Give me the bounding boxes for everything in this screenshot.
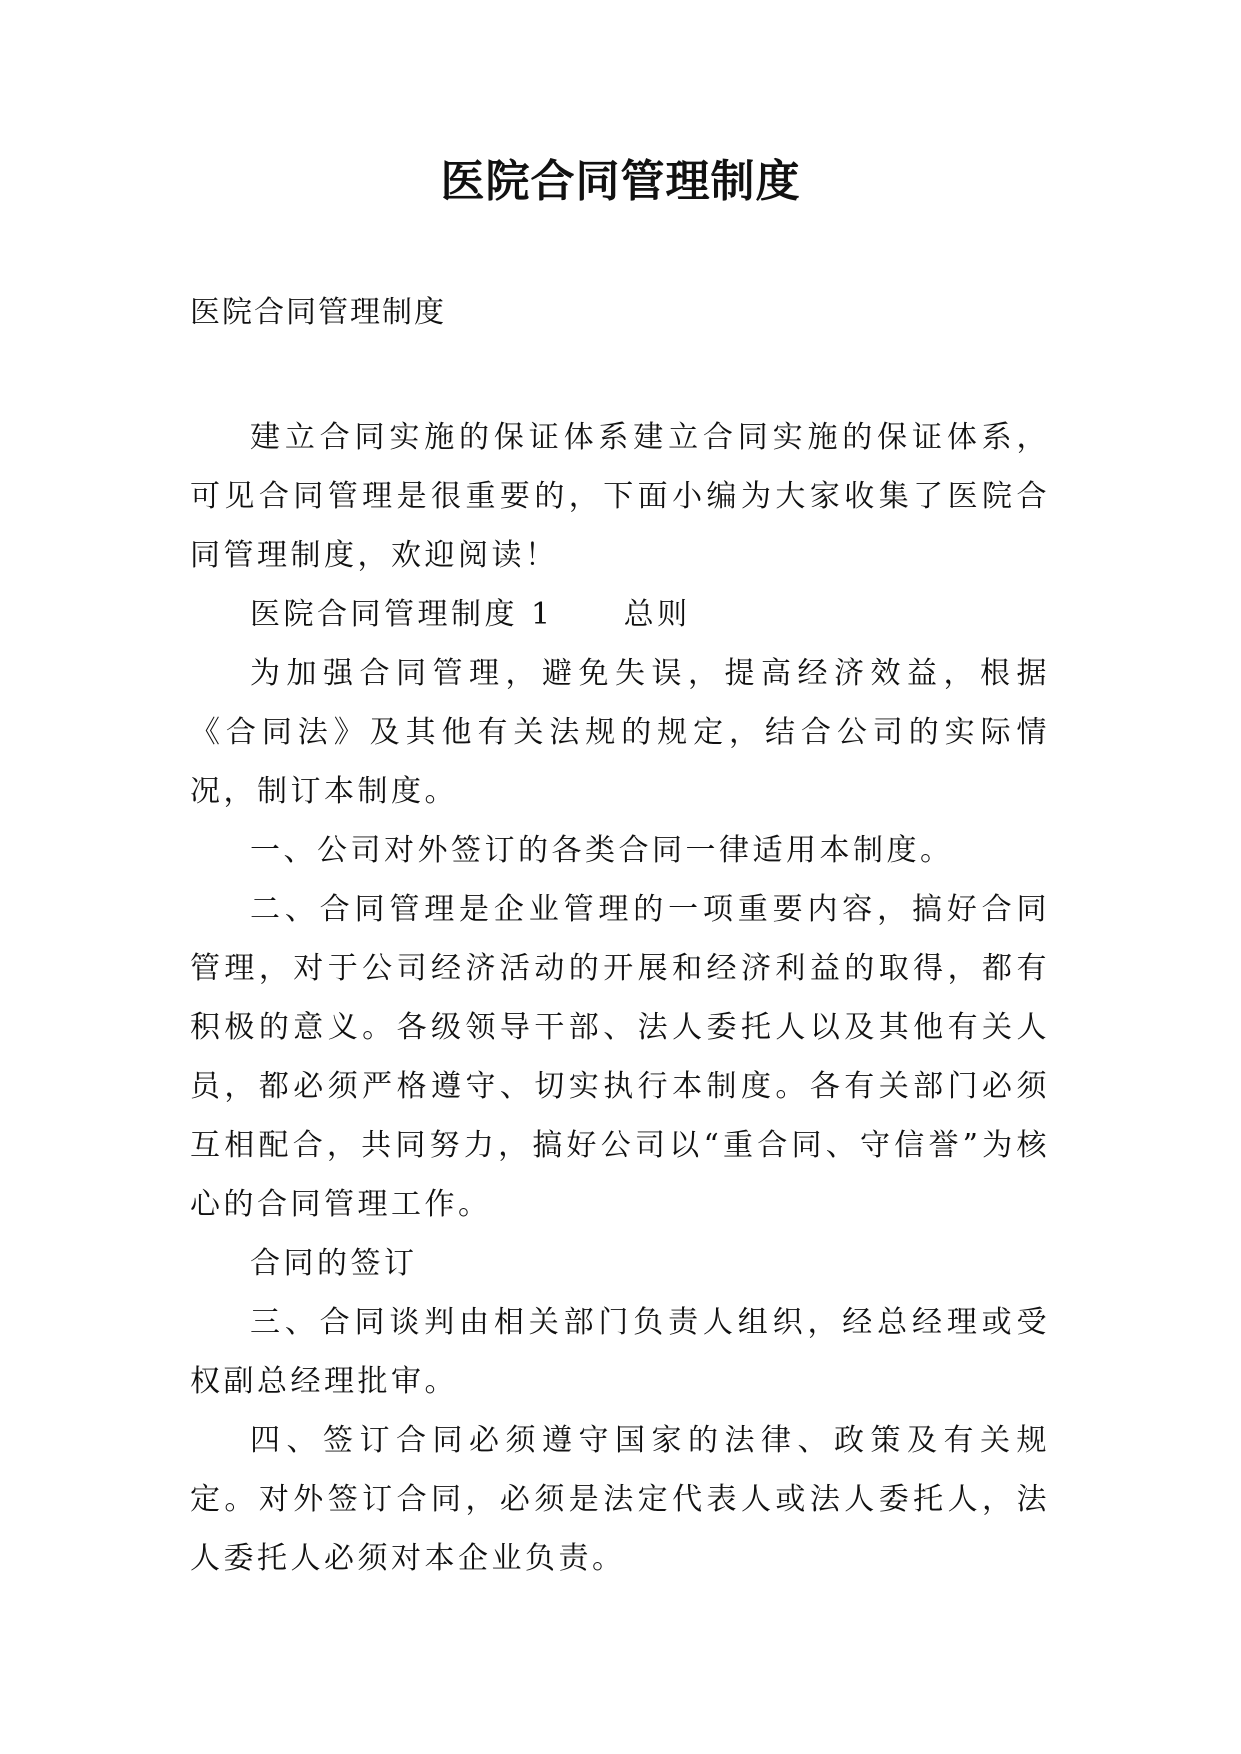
article-3-paragraph: 三、合同谈判由相关部门负责人组织，经总经理或受权副总经理批审。: [190, 1305, 1050, 1399]
article-2-paragraph: 二、合同管理是企业管理的一项重要内容，搞好合同管理，对于公司经济活动的开展和经济利益的取得，都有积极的意义。各级领导干部、法人委托人以及其他有关人员，都必须严格遵守、切实执行本制度。各有关部门必须互相配合，共同努力，搞好公司以“重合同、守信誉”为核心的合同管理工作。: [190, 892, 1050, 1222]
document-subtitle: 医院合同管理制度: [190, 295, 446, 330]
section-heading-title: 总则: [623, 597, 691, 632]
document-title: 医院合同管理制度: [440, 156, 801, 207]
intro-paragraph: 建立合同实施的保证体系建立合同实施的保证体系，可见合同管理是很重要的，下面小编为大家收集了医院合同管理制度，欢迎阅读！: [190, 420, 1050, 573]
purpose-paragraph: 为加强合同管理，避免失误，提高经济效益，根据《合同法》及其他有关法规的规定，结合公司的实际情况，制订本制度。: [190, 656, 1050, 809]
section-heading-signing: 合同的签订: [250, 1246, 418, 1281]
article-4-paragraph: 四、签订合同必须遵守国家的法律、政策及有关规定。对外签订合同，必须是法定代表人或法人委托人，法人委托人必须对本企业负责。: [190, 1423, 1050, 1576]
document-body: [190, 408, 1050, 1588]
section-heading-label: 医院合同管理制度 1: [250, 597, 554, 632]
section-heading-general: [190, 585, 1050, 644]
article-1-paragraph: 一、公司对外签订的各类合同一律适用本制度。: [250, 833, 954, 868]
